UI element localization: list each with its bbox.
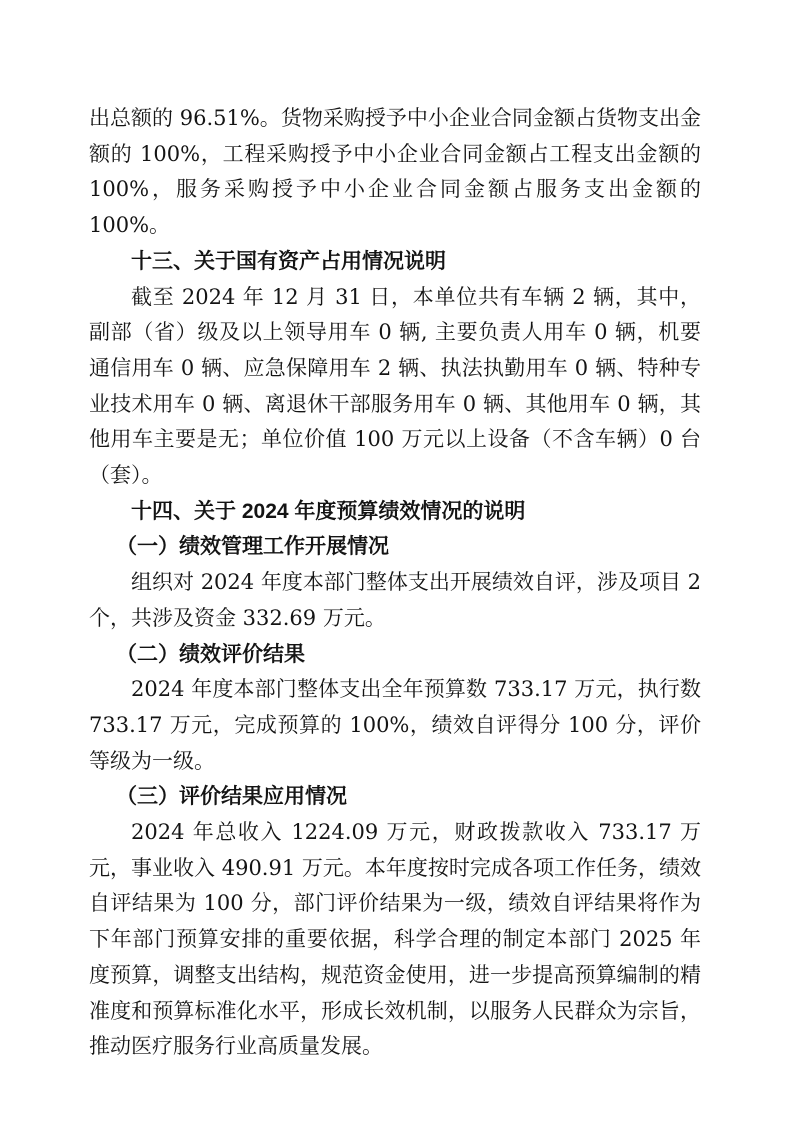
subsection-heading: （一）绩效管理工作开展情况 — [116, 535, 389, 559]
section-heading: 十三、关于国有资产占用情况说明 — [131, 249, 446, 273]
body-paragraph: 截至 2024 年 12 月 31 日，本单位共有车辆 2 辆，其中，副部（省）级及以上领导用车 0 辆, 主要负责人用车 0 辆，机要通信用车 0 辆、应急保障用车 2 辆、执法执勤用车 0 辆、特种专业技术用车 0 辆、离退休干部服务用车 0 辆、其他用车 0 辆，其他用车主要是无；单位价值 100 万元以上设备（不含车辆）0 台（套）。 — [89, 284, 701, 488]
body-paragraph-continued: 出总额的 96.51%。货物采购授予中小企业合同金额占货物支出金额的 100%，工程采购授予中小企业合同金额占工程支出金额的 100%，服务采购授予中小企业合同金额占服务支出金额的 100%。 — [89, 106, 701, 238]
document-body — [89, 0, 701, 1065]
subsection-heading: （二）绩效评价结果 — [116, 642, 305, 666]
body-paragraph: 2024 年度本部门整体支出全年预算数 733.17 万元，执行数 733.17 万元，完成预算的 100%，绩效自评得分 100 分，评价等级为一级。 — [89, 677, 701, 773]
body-paragraph: 组织对 2024 年度本部门整体支出开展绩效自评，涉及项目 2 个，共涉及资金 332.69 万元。 — [89, 570, 701, 630]
section-heading: 十四、关于 2024 年度预算绩效情况的说明 — [131, 499, 526, 523]
body-paragraph: 2024 年总收入 1224.09 万元，财政拨款收入 733.17 万元，事业收入 490.91 万元。本年度按时完成各项工作任务，绩效自评结果为 100 分，部门评价结果为一级，绩效自评结果将作为下年部门预算安排的重要依据，科学合理的制定本部门 2025 年度预算，调整支出结构，规范资金使用，进一步提高预算编制的精准度和预算标准化水平，形成长效机制，以服务人民群众为宗旨，推动医疗服务行业高质量发展。 — [89, 820, 701, 1059]
subsection-heading: （三）评价结果应用情况 — [116, 785, 347, 809]
